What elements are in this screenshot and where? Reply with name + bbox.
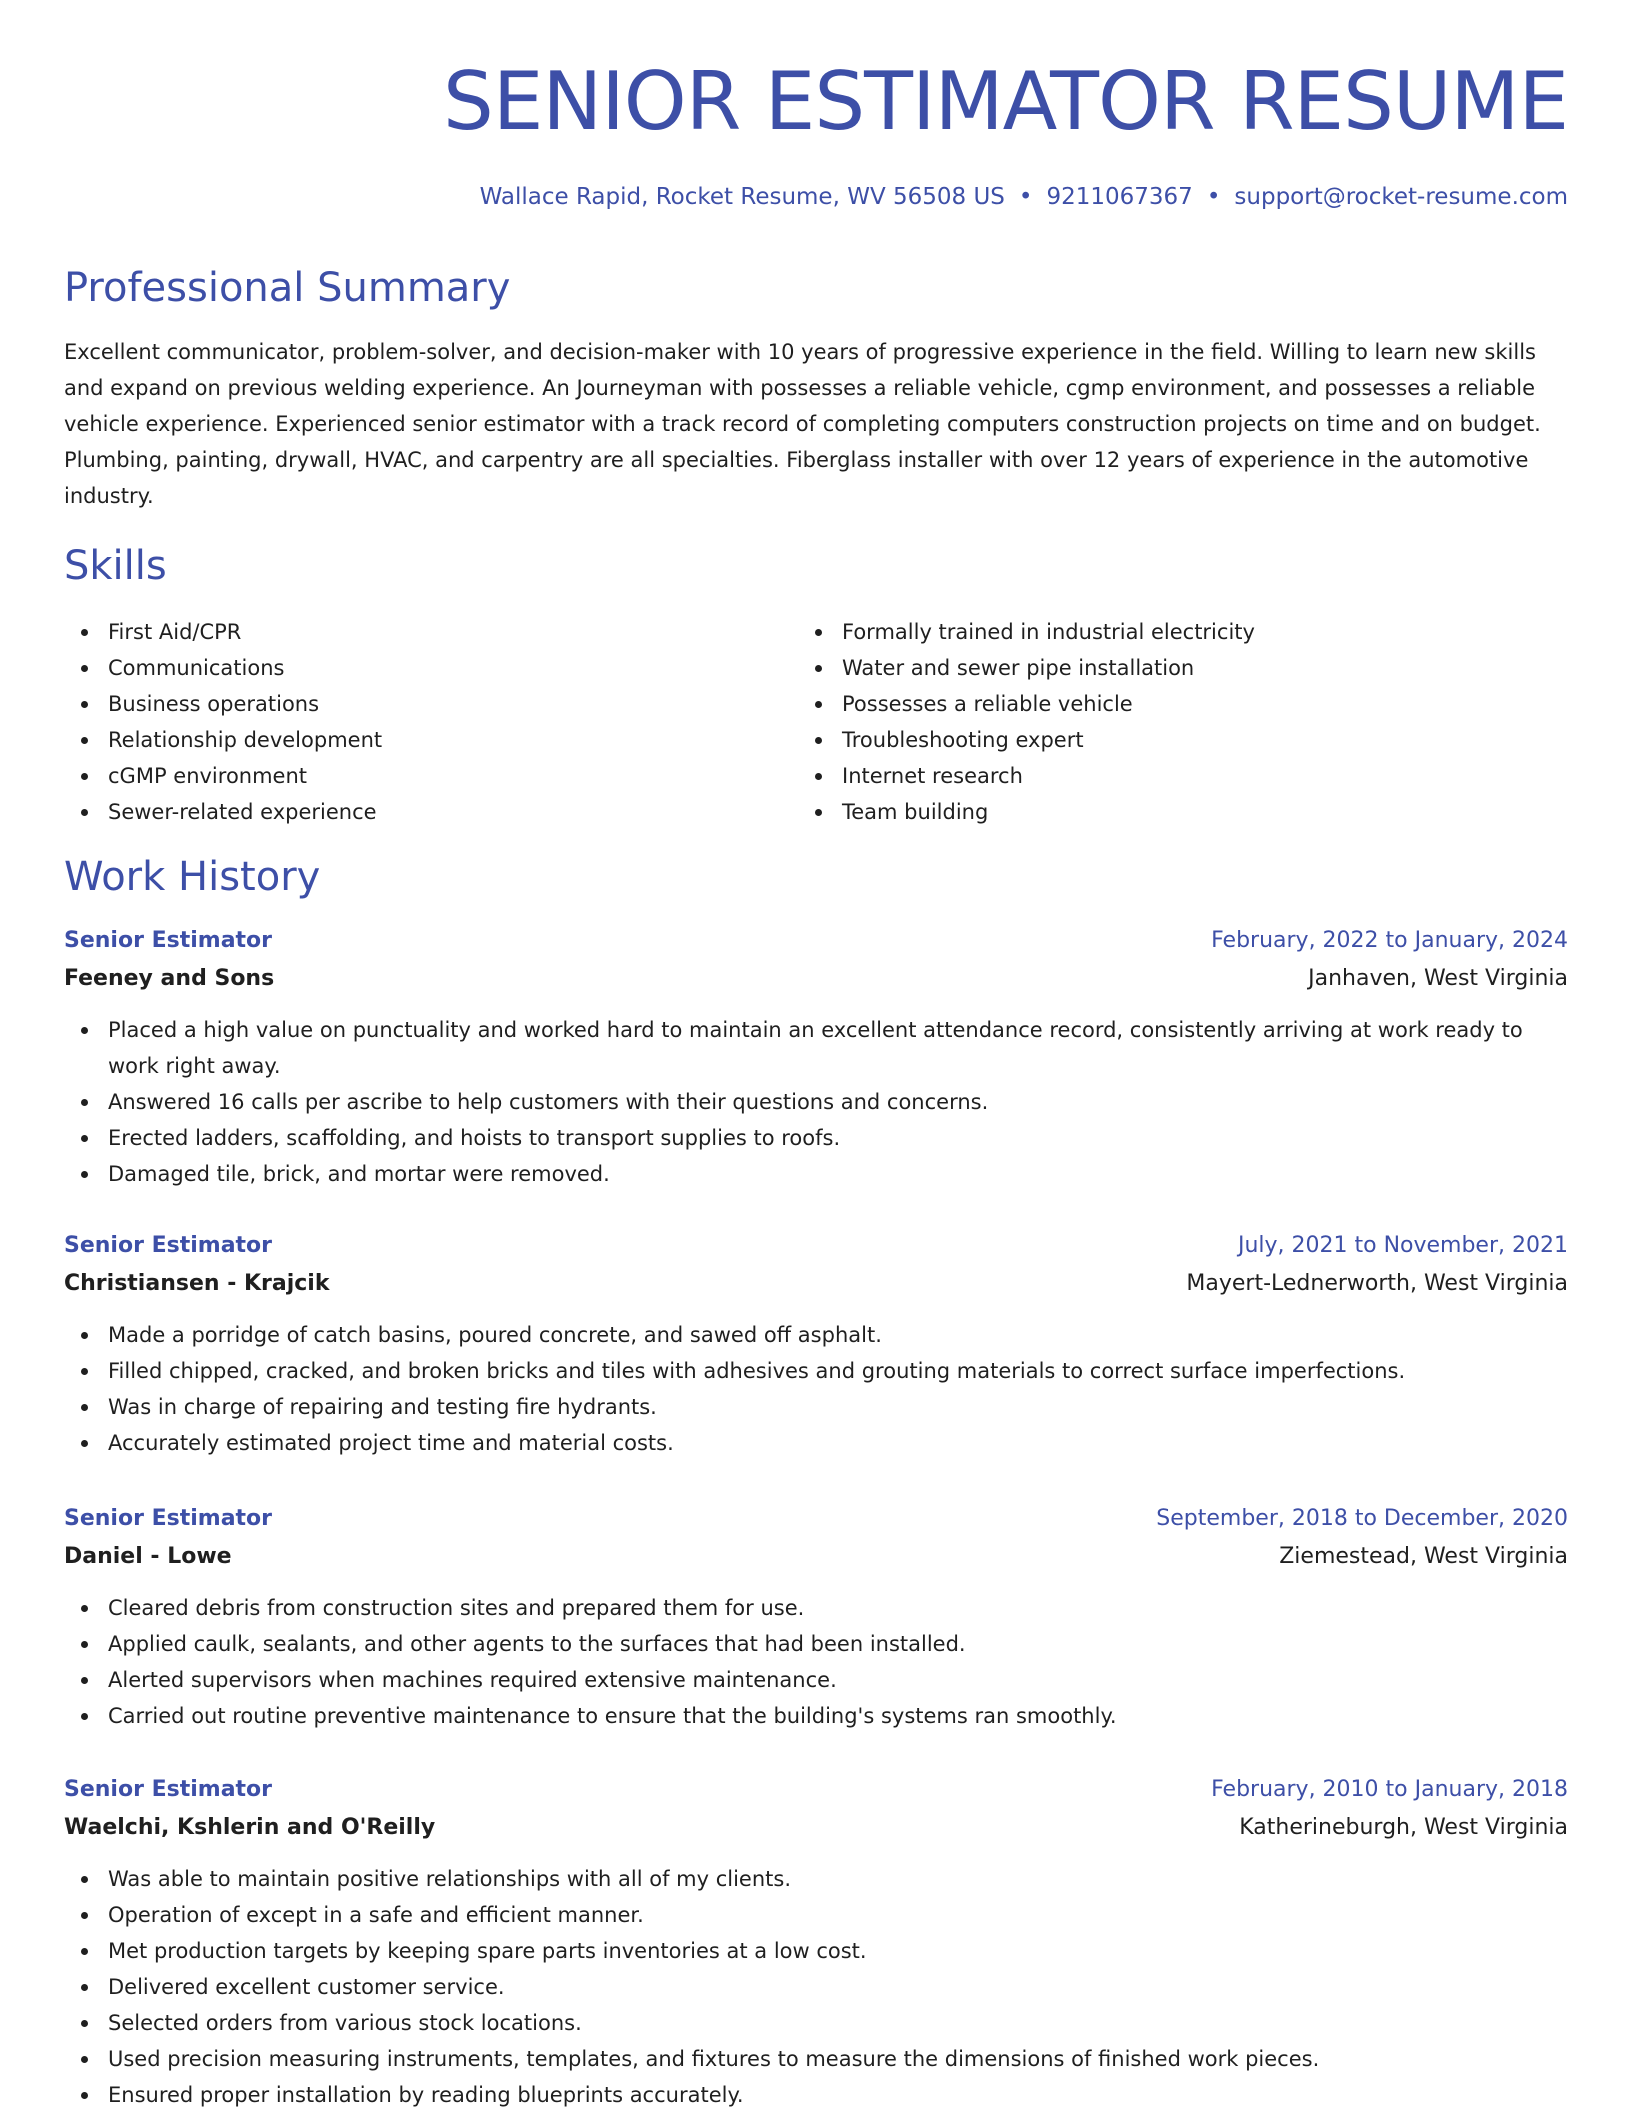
- skills-list-right: [798, 614, 1568, 830]
- skill-item: Relationship development: [64, 722, 764, 758]
- job-bullet: Operation of except in a safe and efficient manner.: [64, 1897, 1568, 1933]
- job-dates: February, 2022 to January, 2024: [1211, 928, 1568, 953]
- job-location: Ziemestead, West Virginia: [1279, 1544, 1568, 1569]
- job-bullet: Selected orders from various stock locations.: [64, 2005, 1568, 2041]
- contact-email: support@rocket-resume.com: [1234, 184, 1568, 210]
- job-entry: [64, 1500, 1568, 1734]
- skill-item: Possesses a reliable vehicle: [798, 686, 1568, 722]
- job-bullets: [64, 1012, 1568, 1192]
- job-bullet: Carried out routine preventive maintenance to ensure that the building's systems ran smoothly.: [64, 1698, 1568, 1734]
- job-location: Janhaven, West Virginia: [1308, 966, 1568, 991]
- job-bullet: Was able to maintain positive relationships with all of my clients.: [64, 1861, 1568, 1897]
- job-company: Daniel - Lowe: [64, 1544, 232, 1569]
- job-bullet: Erected ladders, scaffolding, and hoists to transport supplies to roofs.: [64, 1120, 1568, 1156]
- skill-item: Communications: [64, 650, 764, 686]
- skills-list-left: [64, 614, 764, 830]
- skills-heading: Skills: [64, 543, 167, 589]
- job-dates: September, 2018 to December, 2020: [1156, 1506, 1568, 1531]
- job-bullet: Was in charge of repairing and testing fire hydrants.: [64, 1389, 1568, 1425]
- job-dates: February, 2010 to January, 2018: [1211, 1777, 1568, 1802]
- resume-title: SENIOR ESTIMATOR RESUME: [443, 55, 1568, 148]
- summary-text: Excellent communicator, problem-solver, and decision-maker with 10 years of progressive experience in the field. Willing to learn new skills and expand on previous welding experience. An Journeyman with possesses a reliable vehicle, cgmp environment, and possesses a reliable vehicle experience. Experienced senior estimator with a track record of completing computers construction projects on time and on budget. Plumbing, painting, drywall, HVAC, and carpentry are all specialties. Fiberglass installer with over 12 years of experience in the automotive industry.: [64, 340, 1541, 508]
- skill-item: First Aid/CPR: [64, 614, 764, 650]
- skill-item: Business operations: [64, 686, 764, 722]
- job-bullet: Used precision measuring instruments, templates, and fixtures to measure the dimensions of finished work pieces.: [64, 2041, 1568, 2077]
- job-entry: [64, 1227, 1568, 1461]
- contact-line: [480, 180, 1568, 214]
- job-title: Senior Estimator: [64, 1777, 273, 1802]
- job-bullet: Delivered excellent customer service.: [64, 1969, 1568, 2005]
- job-location: Mayert-Lednerworth, West Virginia: [1186, 1271, 1568, 1296]
- job-title: Senior Estimator: [64, 1506, 273, 1531]
- job-dates: July, 2021 to November, 2021: [1237, 1233, 1568, 1258]
- job-bullet: Alerted supervisors when machines required extensive maintenance.: [64, 1662, 1568, 1698]
- job-entry: [64, 1771, 1568, 2113]
- skill-item: cGMP environment: [64, 758, 764, 794]
- skill-item: Team building: [798, 794, 1568, 830]
- job-company: Christiansen - Krajcik: [64, 1271, 330, 1296]
- skill-item: Formally trained in industrial electricity: [798, 614, 1568, 650]
- job-bullet: Accurately estimated project time and material costs.: [64, 1425, 1568, 1461]
- job-bullet: Ensured proper installation by reading blueprints accurately.: [64, 2077, 1568, 2113]
- summary-heading: Professional Summary: [64, 265, 511, 311]
- job-bullets: [64, 1861, 1568, 2113]
- job-bullet: Damaged tile, brick, and mortar were removed.: [64, 1156, 1568, 1192]
- work-history-heading: Work History: [64, 854, 321, 900]
- job-bullets: [64, 1590, 1568, 1734]
- job-company: Waelchi, Kshlerin and O'Reilly: [64, 1815, 436, 1840]
- job-bullet: Met production targets by keeping spare parts inventories at a low cost.: [64, 1933, 1568, 1969]
- job-bullet: Answered 16 calls per ascribe to help customers with their questions and concerns.: [64, 1084, 1568, 1120]
- skill-item: Internet research: [798, 758, 1568, 794]
- job-bullet: Filled chipped, cracked, and broken bricks and tiles with adhesives and grouting materials to correct surface imperfections.: [64, 1353, 1568, 1389]
- contact-separator: •: [1206, 184, 1221, 210]
- job-company: Feeney and Sons: [64, 966, 275, 991]
- job-bullet: Applied caulk, sealants, and other agents to the surfaces that had been installed.: [64, 1626, 1568, 1662]
- contact-separator: •: [1018, 184, 1033, 210]
- job-bullet: Made a porridge of catch basins, poured concrete, and sawed off asphalt.: [64, 1317, 1568, 1353]
- job-title: Senior Estimator: [64, 928, 273, 953]
- contact-phone: 9211067367: [1046, 184, 1193, 210]
- job-bullet: Placed a high value on punctuality and worked hard to maintain an excellent attendance record, consistently arriving at work ready to work right away.: [64, 1012, 1568, 1084]
- skill-item: Sewer-related experience: [64, 794, 764, 830]
- job-entry: [64, 922, 1568, 1192]
- job-title: Senior Estimator: [64, 1233, 273, 1258]
- job-location: Katherineburgh, West Virginia: [1239, 1815, 1568, 1840]
- job-bullet: Cleared debris from construction sites and prepared them for use.: [64, 1590, 1568, 1626]
- skill-item: Water and sewer pipe installation: [798, 650, 1568, 686]
- contact-address: Wallace Rapid, Rocket Resume, WV 56508 US: [479, 184, 1005, 210]
- skill-item: Troubleshooting expert: [798, 722, 1568, 758]
- job-bullets: [64, 1317, 1568, 1461]
